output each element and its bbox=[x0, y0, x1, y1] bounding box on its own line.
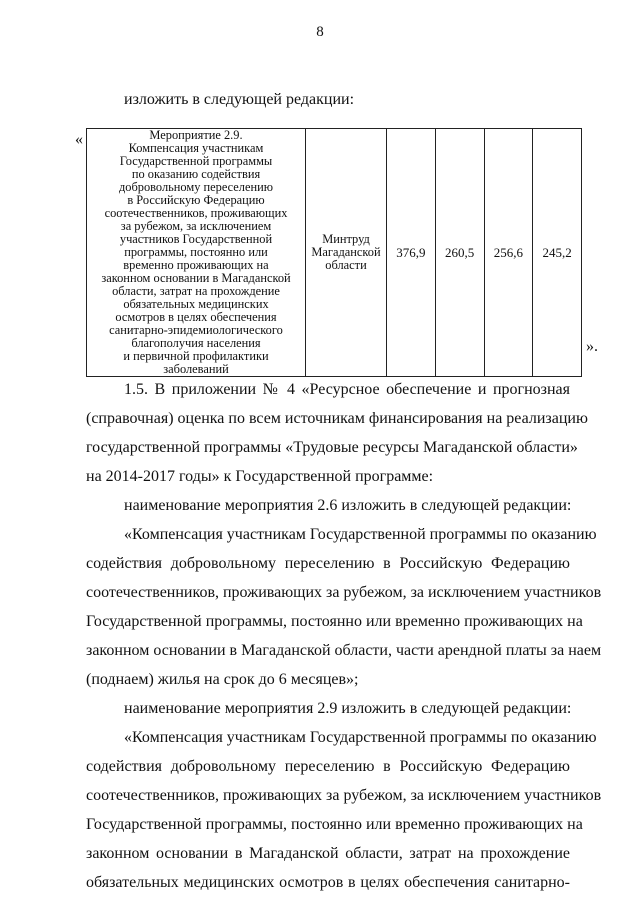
measure-description-cell bbox=[87, 129, 306, 377]
text-line: наименование мероприятия 2.9 изложить в следующей редакции: bbox=[124, 700, 572, 717]
text-line: законном основании в Магаданской области, затрат на прохождение bbox=[86, 845, 570, 862]
opening-quote: « bbox=[75, 131, 83, 148]
closing-quote: ». bbox=[586, 338, 598, 355]
text-line: содействия добровольному переселению в Российскую Федерацию bbox=[86, 555, 570, 572]
responsible-line: Магаданской bbox=[311, 245, 381, 259]
description-line: за рубежом, за исключением bbox=[120, 219, 272, 233]
text-line: законном основании в Магаданской области, части арендной платы за наем bbox=[86, 642, 602, 659]
text-line: (справочная) оценка по всем источникам финансирования на реализацию bbox=[86, 410, 588, 427]
intro-text: изложить в следующей редакции: bbox=[124, 91, 355, 108]
text-line: наименование мероприятия 2.6 изложить в следующей редакции: bbox=[124, 497, 572, 514]
text-line: Государственной программы, постоянно или временно проживающих на bbox=[86, 613, 583, 630]
description-line: по оказанию содействия bbox=[131, 167, 261, 181]
description-line: осмотров в целях обеспечения bbox=[115, 310, 277, 324]
description-line: Государственной программы bbox=[119, 154, 273, 168]
text-line: на 2014-2017 годы» к Государственной программе: bbox=[86, 468, 434, 485]
text-line: «Компенсация участникам Государственной программы по оказанию bbox=[124, 526, 597, 543]
value-cell: 245,2 bbox=[533, 129, 582, 377]
text-line: государственной программы «Трудовые ресурсы Магаданской области» bbox=[86, 439, 578, 456]
text-line: Государственной программы, постоянно или временно проживающих на bbox=[86, 816, 583, 833]
text-line: (поднаем) жилья на срок до 6 месяцев»; bbox=[86, 671, 359, 688]
description-line: законном основании в Магаданской bbox=[101, 271, 291, 285]
responsible-line: области bbox=[325, 258, 367, 272]
description-line: участников Государственной bbox=[119, 232, 273, 246]
responsible-cell bbox=[306, 129, 387, 377]
body-text bbox=[86, 375, 602, 897]
text-line: соотечественников, проживающих за рубежом, за исключением участников bbox=[86, 584, 602, 601]
text-line: соотечественников, проживающих за рубежом, за исключением участников bbox=[86, 787, 602, 804]
text-line: 1.5. В приложении № 4 «Ресурсное обеспечение и прогнозная bbox=[124, 381, 570, 398]
description-line: Мероприятие 2.9. bbox=[149, 128, 243, 142]
description-line: обязательных медицинских bbox=[123, 297, 269, 311]
measure-table bbox=[86, 128, 582, 377]
page-number: 8 bbox=[316, 24, 324, 40]
text-line: содействия добровольному переселению в Российскую Федерацию bbox=[86, 758, 570, 775]
description-line: санитарно-эпидемиологического bbox=[109, 323, 283, 337]
description-line: Компенсация участникам bbox=[128, 141, 264, 155]
responsible-line: Минтруд bbox=[322, 232, 370, 246]
description-line: области, затрат на прохождение bbox=[112, 284, 280, 298]
text-line: «Компенсация участникам Государственной программы по оказанию bbox=[124, 729, 597, 746]
table-row bbox=[87, 129, 582, 377]
description-line: временно проживающих на bbox=[123, 258, 269, 272]
description-line: соотечественников, проживающих bbox=[104, 206, 288, 220]
description-line: добровольному переселению bbox=[118, 180, 274, 194]
description-line: программы, постоянно или bbox=[124, 245, 268, 259]
description-line: в Российскую Федерацию bbox=[127, 193, 265, 207]
value-cell: 260,5 bbox=[435, 129, 484, 377]
description-line: и первичной профилактики bbox=[123, 349, 269, 363]
description-line: благополучия населения bbox=[131, 336, 261, 350]
value-cell: 256,6 bbox=[484, 129, 533, 377]
text-line: обязательных медицинских осмотров в целях обеспечения санитарно- bbox=[86, 874, 570, 891]
description-line: заболеваний bbox=[163, 362, 229, 376]
value-cell: 376,9 bbox=[387, 129, 436, 377]
